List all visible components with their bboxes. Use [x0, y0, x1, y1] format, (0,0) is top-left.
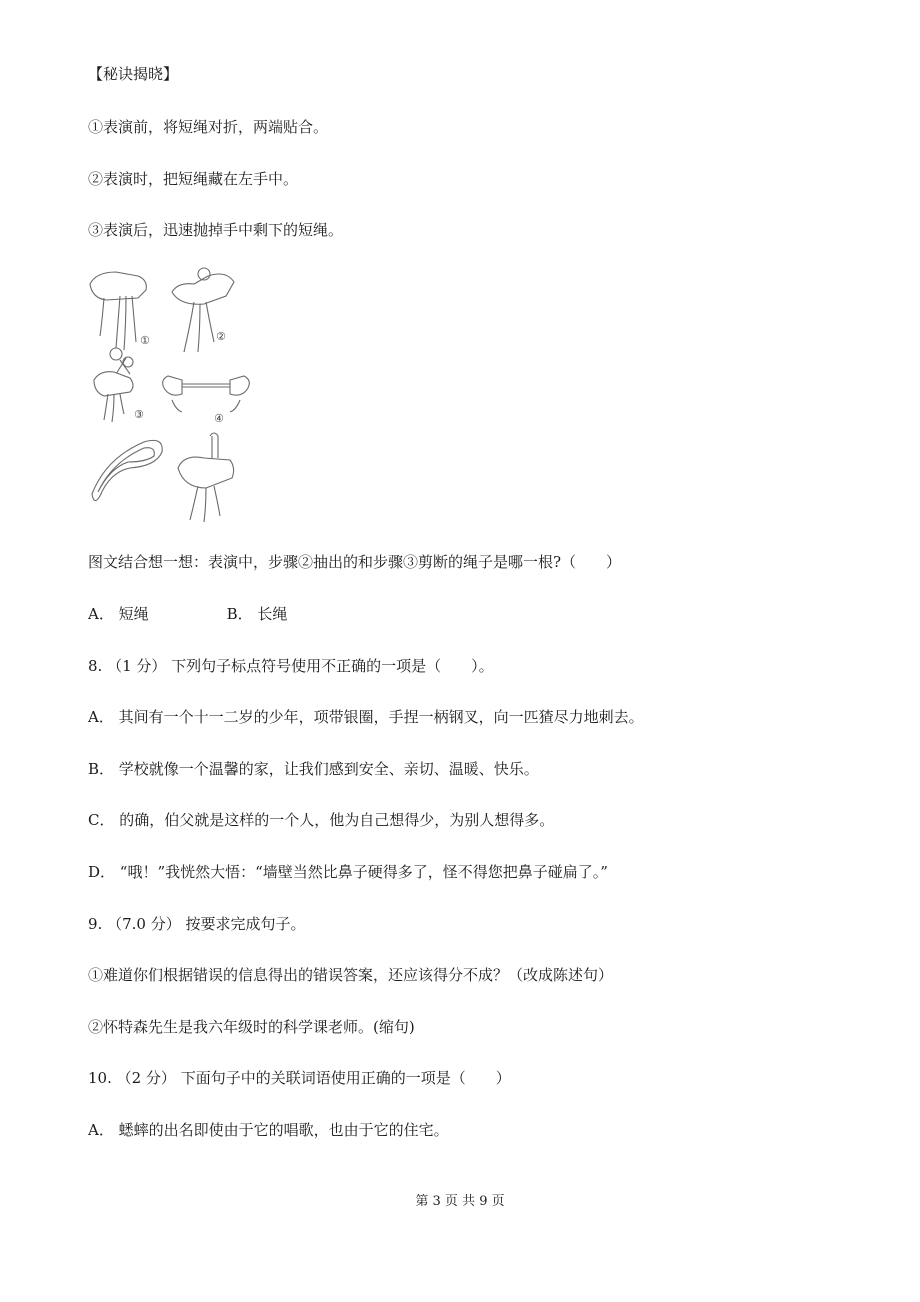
q7-option-b[interactable]: B． 长绳 — [226, 605, 288, 623]
q8-option-a[interactable]: A． 其间有一个十一二岁的少年，项带银圈，手捏一柄钢叉，向一匹猹尽力地刺去。 — [88, 708, 644, 726]
q10-option-a[interactable]: A． 蟋蟀的出名即使由于它的唱歌，也由于它的住宅。 — [88, 1121, 449, 1139]
illustration-step-2 — [172, 268, 234, 352]
rope-trick-illustration — [86, 262, 256, 524]
q8-stem: 8. （1 分） 下列句子标点符号使用不正确的一项是（ ）。 — [88, 657, 494, 675]
q8-option-d[interactable]: D． “哦！”我恍然大悟：“墙壁当然比鼻子硬得多了，怪不得您把鼻子碰扁了。” — [88, 863, 608, 881]
illustration-final-hand — [178, 433, 234, 522]
q8-option-c[interactable]: C． 的确，伯父就是这样的一个人，他为自己想得少，为别人想得多。 — [88, 811, 555, 829]
q7-prompt: 图文结合想一想：表演中，步骤②抽出的和步骤③剪断的绳子是哪一根?（ ） — [88, 553, 622, 571]
step-3-text: ③表演后，迅速抛掉手中剩下的短绳。 — [88, 221, 344, 239]
illustration-rope-loop — [92, 440, 162, 500]
step-1-text: ①表演前，将短绳对折，两端贴合。 — [88, 118, 329, 136]
step-label-1: ① — [140, 334, 150, 347]
step-label-4: ④ — [214, 412, 224, 425]
illustration-step-1 — [90, 272, 150, 350]
q9-stem: 9. （7.0 分） 按要求完成句子。 — [88, 915, 306, 933]
q8-option-b[interactable]: B． 学校就像一个温馨的家，让我们感到安全、亲切、温暖、快乐。 — [88, 760, 539, 778]
page-footer: 第 3 页 共 9 页 — [415, 1194, 505, 1209]
q7-options — [88, 604, 287, 624]
step-2-text: ②表演时，把短绳藏在左手中。 — [88, 170, 299, 188]
step-label-2: ② — [216, 330, 226, 343]
secret-heading: 【秘诀揭晓】 — [88, 65, 179, 83]
illustration-step-3 — [94, 348, 144, 422]
q9-item-1: ①难道你们根据错误的信息得出的错误答案，还应该得分不成？（改成陈述句） — [88, 966, 614, 984]
q10-stem: 10. （2 分） 下面句子中的关联词语使用正确的一项是（ ） — [88, 1069, 511, 1087]
illustration-step-4 — [163, 376, 250, 425]
q7-option-a[interactable]: A． 短绳 — [88, 605, 149, 623]
q9-item-2: ②怀特森先生是我六年级时的科学课老师。(缩句) — [88, 1018, 415, 1036]
step-label-3: ③ — [134, 408, 144, 421]
